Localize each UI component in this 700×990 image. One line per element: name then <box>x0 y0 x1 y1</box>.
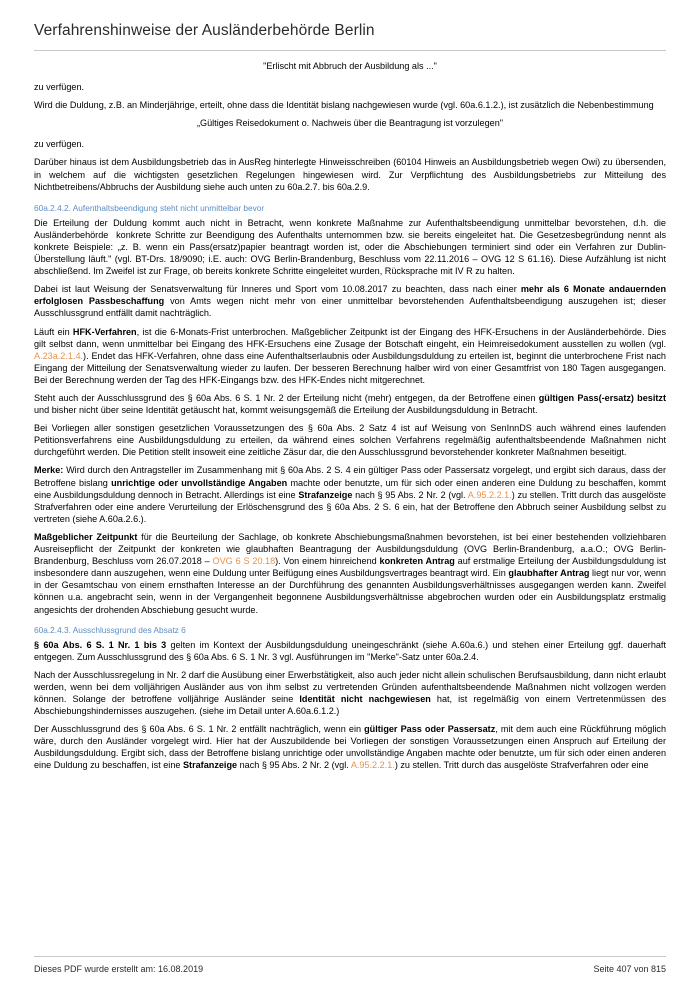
section-1-paragraph-2: Dabei ist laut Weisung der Senatsverwaltung für Inneres und Sport vom 10.08.2017 zu beachten, dass nach einer mehr als 6 Monate andauernden erfolglosen Passbeschaffung von Amts wegen nicht mehr von einer unmittelbar bevorstehenden Aufenthaltsbeendigung auszugehen ist; dieser Ausschlussgrund entfällt damit nachträglich. <box>34 284 667 319</box>
section-heading-2: 60a.2.4.3. Ausschlussgrund des Absatz 6 <box>34 624 186 635</box>
cross-reference-link-3[interactable]: OVG 6 S 20.18 <box>212 556 276 567</box>
section-1-paragraph-3: Läuft ein HFK-Verfahren, ist die 6-Monats-Frist unterbrochen. Maßgeblicher Zeitpunkt ist der Eingang des HFK-Ersuchens in der Ausländerbehörde. Dies gilt selbst dann, wenn unmittelbar bei Eingang des HFK-Ersuchens eine Zusage der Botschaft eingeht, ein Heimreisedokument ausstellen zu wollen (vgl. A.23a.2.1.4.). Endet das HFK-Verfahren, ohne dass eine Aufenthaltserlaubnis oder Ausbildungsduldung zu erteilen ist, beginnt die unterbrochene Frist nach Eingang der Mitteilung der Senatsverwaltung wieder zu laufen. Der besseren Berechnung halber wird von einer Gesamtfrist von 180 Tagen ausgegangen. Bei der Berechnung werden der Tag des HFK-Eingangs bzw. des HFK-Endes nicht mitgerechnet. <box>34 326 666 385</box>
section-1-paragraph-4: Steht auch der Ausschlussgrund des § 60a Abs. 6 S. 1 Nr. 2 der Erteilung nicht (mehr) entgegen, da der Betroffene einen gültigen Pass(-ersatz) besitzt und bisher nicht über seine Identität getäuscht hat, kommt weisungsgemäß die Erteilung der Ausbildungsduldung in Betracht. <box>34 393 666 416</box>
cross-reference-link-4[interactable]: A.95.2.2.1. <box>350 760 395 771</box>
title-divider <box>34 50 666 51</box>
quote-block-1: "Erlischt mit Abbruch der Ausbildung als ..." <box>263 61 437 71</box>
paragraph-3: zu verfügen. <box>34 139 85 150</box>
paragraph-4: Darüber hinaus ist dem Ausbildungsbetrieb das in AusReg hinterlegte Hinweisschreiben (60104 Hinweis an Ausbildungsbetrieb wegen Owi) zu übersenden, in welchem auf die wichtigsten gesetzlichen Regelungen hingewiesen wird. Zur Verpflichtung des Ausbildungsbetriebs zur Mitteilung des Nichtbetreibens/Abbruchs der Ausbildung siehe auch unten zu 60a.2.7. bis 60a.2.9. <box>34 157 666 192</box>
footer-page-number: Seite 407 von 815 <box>593 964 666 974</box>
section-2-paragraph-2: Nach der Ausschlussregelung in Nr. 2 darf die Ausübung einer Erwerbstätigkeit, also auch jeder nicht allein schulischen Berufsausbildung, dann nicht erlaubt werden, wenn bei dem volljährigen Ausländer aus von ihm selbst zu vertretenden Gründen aufenthaltsbeendende Maßnahmen nicht vollzogen werden können. Solange der betroffene volljährige Ausländer seine Identität nicht nachgewiesen hat, ist regelmäßig von einem Vertretenmüssen des Abschiebungshindernisses auszugehen. (siehe im Detail unter A.60a.6.1.2.) <box>34 669 666 717</box>
section-1-paragraph-5: Bei Vorliegen aller sonstigen gesetzlichen Voraussetzungen des § 60a Abs. 2 Satz 4 ist auf Weisung von SenInnDS auch während eines laufenden Petitionsverfahrens eine Ausbildungsduldung zu erteilen, da während eines solchen Verfahrens regelmäßig aufenthaltsbeendende Maßnahmen nicht durchgeführt werden. Die Petition stellt insoweit eine zeitliche Zäsur dar, die den Ausschlussgrund bevorstehender konkreter Maßnahmen beseitigt. <box>34 423 666 458</box>
section-2-paragraph-1: § 60a Abs. 6 S. 1 Nr. 1 bis 3 gelten im Kontext der Ausbildungsduldung uneingeschränkt (siehe A.60a.6.) und stehen einer Erteilung ggf. dauerhaft entgegen. Zum Ausschlussgrund des § 60a Abs. 6 S. 1 Nr. 3 vgl. Ausführungen im "Merke"-Satz unter 60a.2.4. <box>34 639 666 662</box>
section-heading-1: 60a.2.4.2. Aufenthaltsbeendigung steht nicht unmittelbar bevor <box>34 202 265 213</box>
section-2-paragraph-3: Der Ausschlussgrund des § 60a Abs. 6 S. 1 Nr. 2 entfällt nachträglich, wenn ein gültiger Pass oder Passersatz, mit dem auch eine Rückführung möglich wäre, durch den Ausländer vorgelegt wird. Hier hat der Auszubildende bei Vorliegen der sonstigen Voraussetzungen einen Anspruch auf Erteilung der Ausbildungsduldung. Ergibt sich, dass der Betroffene bislang unrichtige oder unvollständige Angaben machte oder benutzte, um für sich oder einen anderen eine Duldung zu beschaffen, ist eine Strafanzeige nach § 95 Abs. 2 Nr. 2 (vgl. A.95.2.2.1.) zu stellen. Tritt durch das ausgelöste Strafverfahren oder eine <box>34 724 667 771</box>
section-1-paragraph-7: Maßgeblicher Zeitpunkt für die Beurteilung der Sachlage, ob konkrete Abschiebungsmaßnahmen bevorstehen, ist bei einer bestehenden vollziehbaren Ausreisepflicht der Zeitpunkt der konkreten wie glaubhaften Beantragung der Ausbildungsduldung (OVG Berlin-Brandenburg, a.a.O.; OVG Berlin-Brandenburg, Beschluss vom 26.07.2018 – OVG 6 S 20.18). Von einem hinreichend konkreten Antrag auf erstmalige Erteilung der Ausbildungsduldung ist insbesondere dann auszugehen, wenn eine Duldung unter Beifügung eines Ausbildungsvertrages beantragt wird. Ein glaubhafter Antrag liegt nur vor, wenn in der Gesamtschau von einem ernsthaften Interesse an der Durchführung des genannten Ausbildungsverhältnisses ausgegangen werden kann. Zweifel können u.a. angebracht sein, wenn in der Vergangenheit begonnene Ausbildungsverhältnisse abgebrochen wurden oder ein Ausbildungsplatz erstmalig angesichts der drohenden Abschiebung gesucht wurde. <box>34 531 667 615</box>
footer-created-text: Dieses PDF wurde erstellt am: 16.08.2019 <box>34 964 204 974</box>
section-1-paragraph-1: Die Erteilung der Duldung kommt auch nicht in Betracht, wenn konkrete Maßnahme zur Aufenthaltsbeendigung unmittelbar bevorstehen, d.h. die Ausländerbehörde konkrete Schritte zur Beendigung des Aufenthalts unternommen bzw. sie bereits eingeleitet hat. Die Gesetzesbegründung nennt als konkrete Beispiele: „z. B. wenn ein Pass(ersatz)papier beantragt worden ist, oder die Abschiebungen terminiert sind oder ein Verfahren zur Dublin-Überstellung läuft." (vgl. BT-Drs. 18/9090; i.E. auch: OVG Berlin-Brandenburg, Beschluss vom 22.11.2016 – OVG 12 S 61.16). Diese Aufzählung ist nicht abschließend. Im Zweifel ist zur Frage, ob bereits konkrete Schritte eingeleitet wurden, Rücksprache mit IV R zu halten. <box>34 217 666 277</box>
paragraph-2: Wird die Duldung, z.B. an Minderjährige, erteilt, ohne dass die Identität bislang nachgewiesen wurde (vgl. 60a.6.1.2.), ist zusätzlich die Nebenbestimmung <box>34 100 654 111</box>
section-1-paragraph-6: Merke: Wird durch den Antragsteller im Zusammenhang mit § 60a Abs. 2 S. 4 ein gültiger Pass oder Passersatz vorgelegt, und ergibt sich daraus, dass der Betroffene bislang unrichtige oder unvollständige Angaben machte oder benutzte, um für sich oder einen anderen eine Duldung zu beschaffen, kommt eine Ausbildungsduldung dennoch in Betracht. Allerdings ist eine Strafanzeige nach § 95 Abs. 2 Nr. 2 (vgl. A.95.2.2.1.) zu stellen. Tritt durch das ausgelöste Strafverfahren oder eine andere Verurteilung der Erlöschensgrund des § 60a Abs. 2 S. 6 ein, hat der Betroffene den Abbruch seiner Ausbildung selbst zu vertreten (siehe A.60a.2.6.). <box>34 465 666 524</box>
quote-block-2: „Gültiges Reisedokument o. Nachweis über die Beantragung ist vorzulegen" <box>196 118 504 129</box>
cross-reference-link-1[interactable]: A.23a.2.1.4. <box>34 350 84 361</box>
page-title: Verfahrenshinweise der Ausländerbehörde Berlin <box>34 22 375 39</box>
footer-divider <box>34 956 666 957</box>
page-footer <box>0 956 700 990</box>
document-body <box>34 60 666 816</box>
paragraph-1: zu verfügen. <box>34 82 85 93</box>
cross-reference-link-2[interactable]: A.95.2.2.1. <box>467 489 512 500</box>
